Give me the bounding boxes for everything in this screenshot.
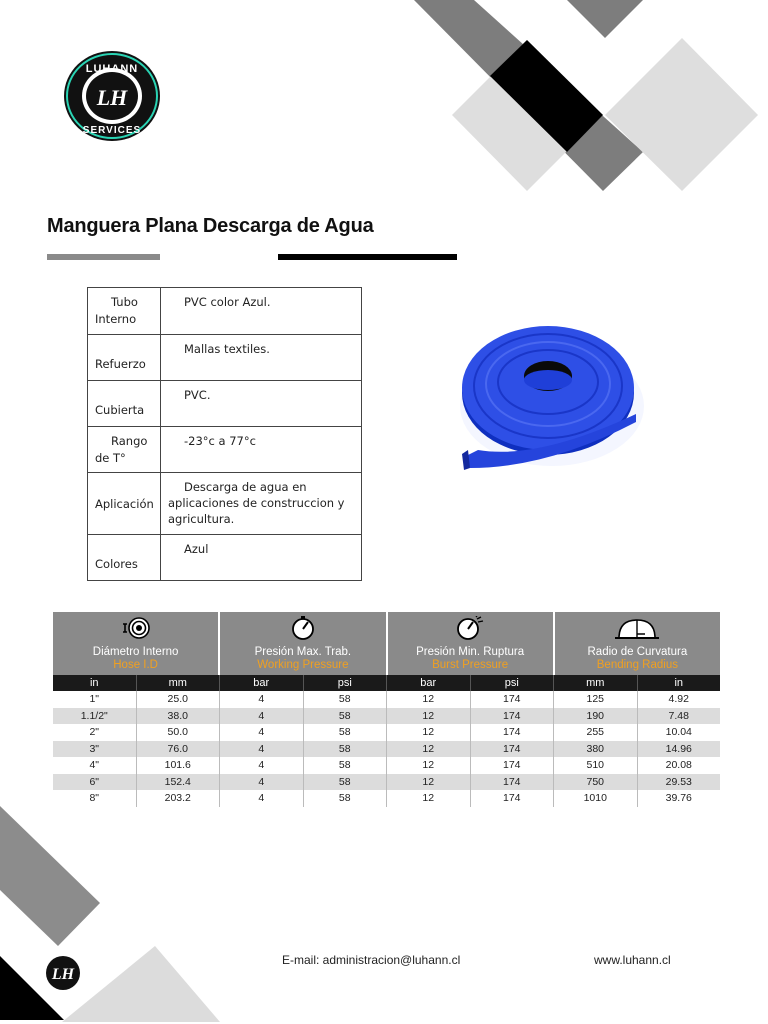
table-cell: 203.2 <box>137 790 221 807</box>
spec-label: Interno <box>95 312 137 326</box>
table-cell: 58 <box>304 741 388 758</box>
spec-row <box>88 381 362 427</box>
group-subtitle: Hose I.D <box>113 659 158 671</box>
table-cell: 8" <box>53 790 137 807</box>
spec-value: Azul <box>184 542 209 556</box>
header-group-bending-radius <box>555 612 720 675</box>
table-cell: 2" <box>53 724 137 741</box>
table-cell: 14.96 <box>665 742 692 755</box>
unit-cell: psi <box>304 675 388 691</box>
spec-value: Descarga de agua en <box>184 480 307 494</box>
table-cell: 3" <box>53 741 137 758</box>
spec-value: PVC color Azul. <box>184 295 271 309</box>
footer-logo-icon <box>45 955 81 991</box>
gauge-icon <box>290 616 316 640</box>
footer-website-link[interactable]: www.luhann.cl <box>594 953 671 967</box>
table-cell: 1010 <box>554 790 638 807</box>
table-cell: 58 <box>304 774 388 791</box>
table-row <box>53 741 720 758</box>
spec-row <box>88 427 362 473</box>
unit-cell: mm <box>137 675 221 691</box>
group-title: Radio de Curvatura <box>587 646 688 658</box>
table-cell: 174 <box>471 708 555 725</box>
table-cell: 4.92 <box>668 693 689 705</box>
header-group-working-pressure <box>220 612 387 675</box>
group-title: Presión Min. Ruptura <box>416 646 525 658</box>
performance-table <box>53 612 720 807</box>
table-cell: 174 <box>471 724 555 741</box>
table-cell: 4 <box>220 774 304 791</box>
table-cell: 4 <box>220 790 304 807</box>
hose-section-icon <box>119 616 153 640</box>
table-row <box>53 691 720 708</box>
table-row <box>53 790 720 807</box>
table-row <box>53 724 720 741</box>
table-cell: 12 <box>387 790 471 807</box>
header-group-burst-pressure <box>388 612 555 675</box>
table-cell: 1.1/2" <box>53 708 137 725</box>
spec-label: Aplicación <box>95 497 154 511</box>
title-underline-grey <box>47 254 160 260</box>
table-cell: 190 <box>554 708 638 725</box>
table-cell: 38.0 <box>137 708 221 725</box>
spec-table <box>87 287 362 581</box>
table-cell: 58 <box>304 757 388 774</box>
table-cell: 12 <box>387 741 471 758</box>
table-cell: 174 <box>471 741 555 758</box>
table-cell: 12 <box>387 774 471 791</box>
page-title: Manguera Plana Descarga de Agua <box>47 215 374 237</box>
spec-value: Mallas textiles. <box>184 342 270 356</box>
group-title: Presión Max. Trab. <box>254 646 352 658</box>
table-cell: 1" <box>53 691 137 708</box>
table-cell: 7.48 <box>668 709 689 722</box>
bend-radius-icon <box>615 616 659 640</box>
table-cell: 4 <box>220 691 304 708</box>
units-row <box>53 675 720 691</box>
spec-row <box>88 535 362 581</box>
table-cell: 174 <box>471 790 555 807</box>
table-cell: 58 <box>304 790 388 807</box>
table-cell: 174 <box>471 757 555 774</box>
group-subtitle: Burst Pressure <box>432 659 509 671</box>
spec-label: Tubo <box>111 295 138 309</box>
table-cell: 12 <box>387 757 471 774</box>
performance-header <box>53 612 720 675</box>
table-row <box>53 757 720 774</box>
table-row <box>53 774 720 791</box>
table-cell: 58 <box>304 724 388 741</box>
table-cell: 174 <box>471 691 555 708</box>
unit-cell: mm <box>554 675 638 691</box>
table-cell: 4 <box>220 741 304 758</box>
group-title: Diámetro Interno <box>92 646 179 658</box>
table-row <box>53 708 720 725</box>
table-cell: 510 <box>554 757 638 774</box>
table-cell: 20.08 <box>665 759 692 771</box>
table-cell: 39.76 <box>665 792 692 804</box>
header-group-hose-id <box>53 612 220 675</box>
table-cell: 58 <box>304 691 388 708</box>
spec-label: Cubierta <box>95 403 145 417</box>
unit-cell: bar <box>387 675 471 691</box>
hose-product-image <box>448 308 648 478</box>
table-cell: 255 <box>554 724 638 741</box>
table-cell: 50.0 <box>137 724 221 741</box>
table-cell: 750 <box>554 774 638 791</box>
table-cell: 12 <box>387 708 471 725</box>
luhann-logo <box>62 49 162 143</box>
group-subtitle: Bending Radius <box>596 659 678 671</box>
unit-cell: bar <box>220 675 304 691</box>
spec-value: -23°c a 77°c <box>184 434 256 448</box>
table-cell: 29.53 <box>665 775 692 788</box>
spec-label: de T° <box>95 451 126 465</box>
svg-text:LH: LH <box>51 966 75 983</box>
table-cell: 10.04 <box>665 726 692 738</box>
table-cell: 4" <box>53 757 137 774</box>
spec-value: agricultura. <box>168 512 235 526</box>
unit-cell: psi <box>471 675 555 691</box>
table-cell: 12 <box>387 724 471 741</box>
spec-value: aplicaciones de construccion y <box>168 496 345 510</box>
logo-monogram: LH <box>96 85 128 110</box>
table-cell: 58 <box>304 708 388 725</box>
table-cell: 76.0 <box>137 741 221 758</box>
table-cell: 174 <box>471 774 555 791</box>
decorative-shapes-bottom-left <box>0 800 260 1024</box>
burst-gauge-icon <box>455 616 485 640</box>
table-cell: 6" <box>53 774 137 791</box>
unit-cell: in <box>53 675 137 691</box>
table-cell: 152.4 <box>137 774 221 791</box>
table-cell: 25.0 <box>137 691 221 708</box>
logo-bottom-text: SERVICES <box>82 125 142 136</box>
spec-label: Rango <box>111 434 148 448</box>
spec-row <box>88 335 362 381</box>
spec-label: Colores <box>95 557 138 571</box>
table-cell: 4 <box>220 724 304 741</box>
table-cell: 12 <box>387 691 471 708</box>
spec-row <box>88 288 362 335</box>
table-cell: 4 <box>220 708 304 725</box>
table-cell: 101.6 <box>137 757 221 774</box>
table-cell: 380 <box>554 741 638 758</box>
unit-cell: in <box>674 677 684 689</box>
title-underline-black <box>278 254 457 260</box>
spec-row <box>88 473 362 535</box>
table-cell: 125 <box>554 691 638 708</box>
logo-top-text: LUHANN <box>85 63 139 75</box>
table-cell: 4 <box>220 757 304 774</box>
spec-value: PVC. <box>184 388 211 402</box>
spec-label: Refuerzo <box>95 357 146 371</box>
footer-email[interactable]: E-mail: administracion@luhann.cl <box>282 953 461 967</box>
group-subtitle: Working Pressure <box>257 659 349 671</box>
